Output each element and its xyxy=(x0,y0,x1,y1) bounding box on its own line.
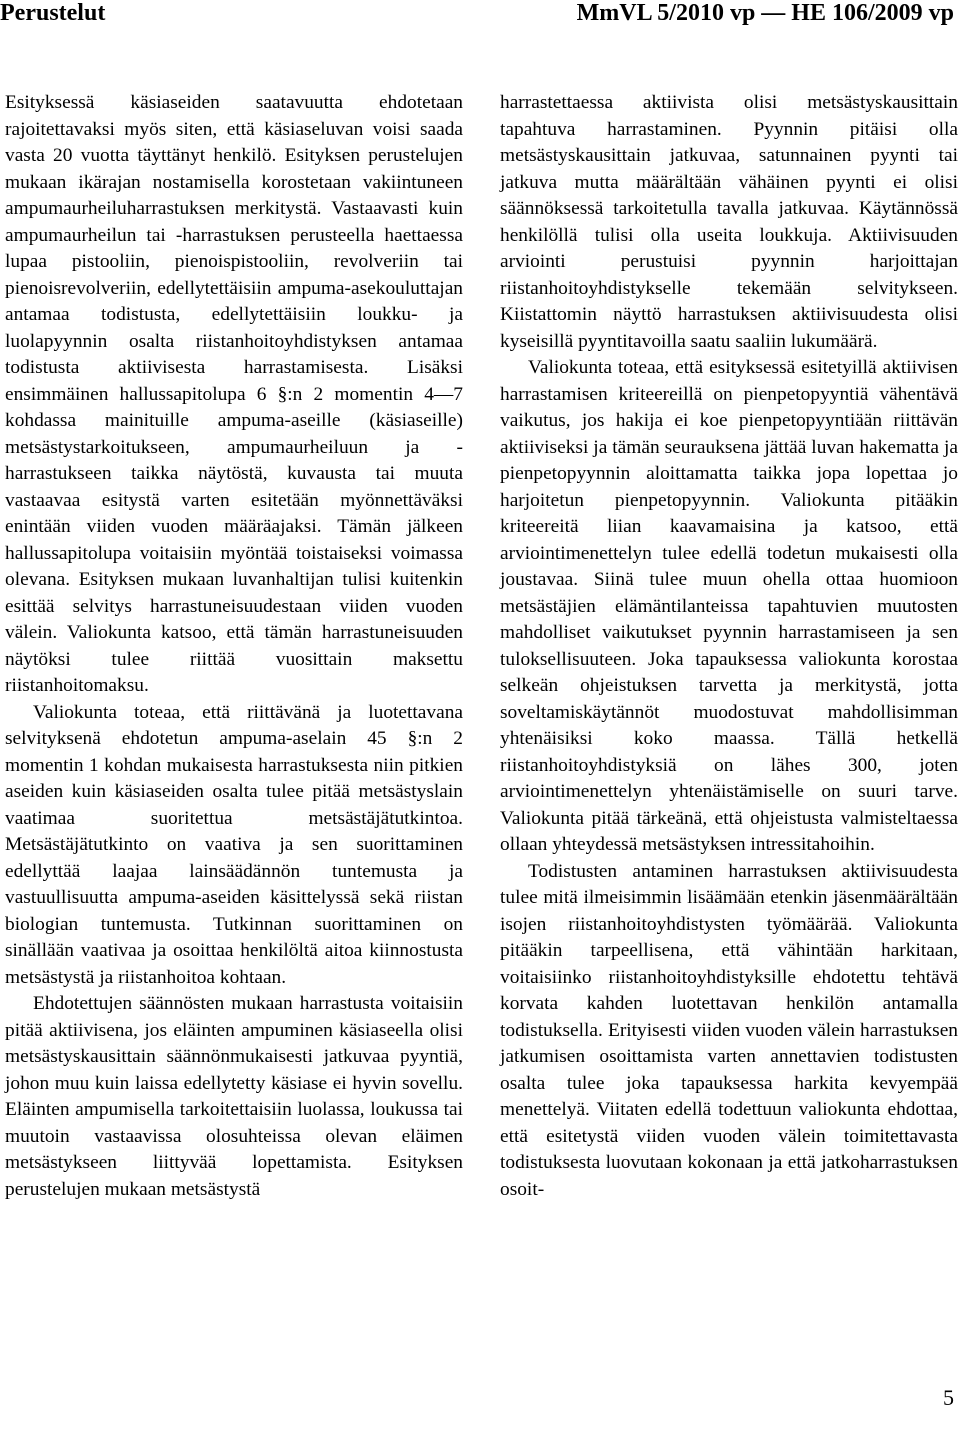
paragraph: harrastettaessa aktiivista olisi metsästyskausittain tapahtuva harrastaminen. Pyynnin pitäisi olla metsästyskausittain jatkuvaa, satunnainen pyynti tai jatkuva mutta määrältään vähäinen pyynti ei olisi säännöksessä tarkoitetulla tavalla jatkuvaa. Käytännössä henkilöllä tulisi olla useita loukkuja. Aktiivisuuden arviointi perustuisi pyynnin harjoittajan riistanhoitoyhdistykselle tekemään selvitykseen. Kiistattomin näyttö harrastuksen aktiivisuudesta olisi kyseisillä pyyntitavoilla saatu saaliin lukumäärä. xyxy=(500,92,958,352)
paragraph: Todistusten antaminen harrastuksen aktiivisuudesta tulee mitä ilmeisimmin lisäämään etenkin jäsenmäärältään isojen riistanhoitoyhdistysten työmäärää. Valiokunta pitääkin tarpeellisena, että vähintään harkitaan, voitaisiinko riistanhoitoyhdistyksille ehdotettu tehtävä korvata kahden luotettavan henkilön antamalla todistuksella. Erityisesti viiden vuoden välein harrastuksen jatkumisen osoittamista varten annettavien todistusten osalta tulee joka tapauksessa harkita kevyempää menettelyä. Viitaten edellä todettuun valiokunta ehdottaa, että esitetystä viiden vuoden välein toimitettavasta todistuksesta luovutaan kokonaan ja että jatkoharrastuksen osoit- xyxy=(500,860,958,1200)
section-title: Perustelut xyxy=(0,0,106,26)
paragraph: Valiokunta toteaa, että riittävänä ja luotettavana selvityksenä ehdotetun ampuma-aselain 45 §:n 2 momentin 1 kohdan mukaisesta harrastuksesta niin pitkien aseiden kuin käsiaseiden osalta tulee pitää metsästyslain vaatimaa suoritettua metsästäjätutkintoa. Metsästäjätutkinto on vaativa ja sen suorittaminen edellyttää laajaa lainsäädännön tuntemusta ja vastuullisuutta ampuma-aseiden käsittelyssä sekä riistan biologian tuntemusta. Tutkinnan suorittaminen on sinällään vaativaa ja osoittaa henkilöltä aitoa kiinnostusta metsästystä ja riistanhoitoa kohtaan. xyxy=(5,701,463,988)
page-number: 5 xyxy=(943,1385,954,1410)
right-column xyxy=(500,90,958,1203)
paragraph: Valiokunta toteaa, että esityksessä esitetyillä aktiivisen harrastamisen kriteereillä on pienpetopyyntiä vähentävä vaikutus, jos hakija ei koe pienpetopyyntiään riittävän aktiiviseksi ja tämän seurauksena jättää luvan hakematta ja pienpetopyynnin aloittamatta taikka jopa lopettaa jo harjoitetun pienpetopyynnin. Valiokunta pitääkin kriteereitä liian kaavamaisina ja katsoo, että arviointimenettelyn tulee edellä todetun mukaisesti olla joustavaa. Siinä tulee muun ohella ottaa huomioon metsästäjien elämäntilanteissa tapahtuvien muutosten mahdolliset vaikutukset pyynnin harrastamiseen ja sen tuloksellisuuteen. Joka tapauksessa valiokunta korostaa selkeän ohjeistuksen tarvetta ja merkitystä, jotta soveltamiskäytännöt muodostuvat mahdollisimman yhtenäisiksi koko maassa. Tällä hetkellä riistanhoitoyhdistyksiä on lähes 300, joten arviointimenettelyn yhtenäistämiselle on suuri tarve. Valiokunta pitää tärkeänä, että ohjeistusta valmisteltaessa ollaan yhteydessä metsästyksen intressitahoihin. xyxy=(500,357,958,855)
paragraph: Ehdotettujen säännösten mukaan harrastusta voitaisiin pitää aktiivisena, jos eläinten ampuminen käsiaseella olisi metsästyskausittain säännönmukaisesti jatkuvaa pyyntiä, johon muu kuin laissa edellytetty käsiase ei hyvin sovellu. Eläinten ampumisella tarkoitettaisiin luolassa, loukussa tai muutoin vastaavissa olosuhteissa olevan eläimen metsästykseen liittyvää lopettamista. Esityksen perustelujen mukaan metsästystä xyxy=(5,993,463,1200)
document-reference: MmVL 5/2010 vp — HE 106/2009 vp xyxy=(576,0,954,26)
paragraph: Esityksessä käsiaseiden saatavuutta ehdotetaan rajoitettavaksi myös siten, että käsiaseluvan voisi saada vasta 20 vuotta täyttänyt henkilö. Esityksen perustelujen mukaan ikärajan nostamisella korostetaan vakiintuneen ampumaurheiluharrastuksen merkitystä. Vastaavasti kuin ampumaurheilun tai -harrastuksen perusteella haettaessa lupaa pistooliin, pienoispistooliin, revolveriin tai pienoisrevolveriin, edellytettäisiin ampuma-asekouluttajan antamaa todistusta, edellytettäisiin loukku- ja luolapyynnin osalta riistanhoitoyhdistyksen antamaa todistusta aktiivisesta harrastamisesta. Lisäksi ensimmäinen hallussapitolupa 6 §:n 2 momentin 4—7 kohdassa mainituille ampuma-aseille (käsiaseille) metsästystarkoitukseen, ampumaurheiluun ja -harrastukseen taikka näytöstä, kuvausta tai muuta vastaavaa esitystä varten esitetään myönnettäväksi enintään viiden vuoden määräajaksi. Tämän jälkeen hallussapitolupa voitaisiin myöntää toistaiseksi voimassa olevana. Esityksen mukaan luvanhaltijan tulisi kuitenkin esittää selvitys harrastuneisuudestaan viiden vuoden välein. Valiokunta katsoo, että tämän harrastuneisuuden näytöksi tulee riittää vuosittain maksettu riistanhoitomaksu. xyxy=(5,92,463,696)
left-column xyxy=(5,90,463,1203)
